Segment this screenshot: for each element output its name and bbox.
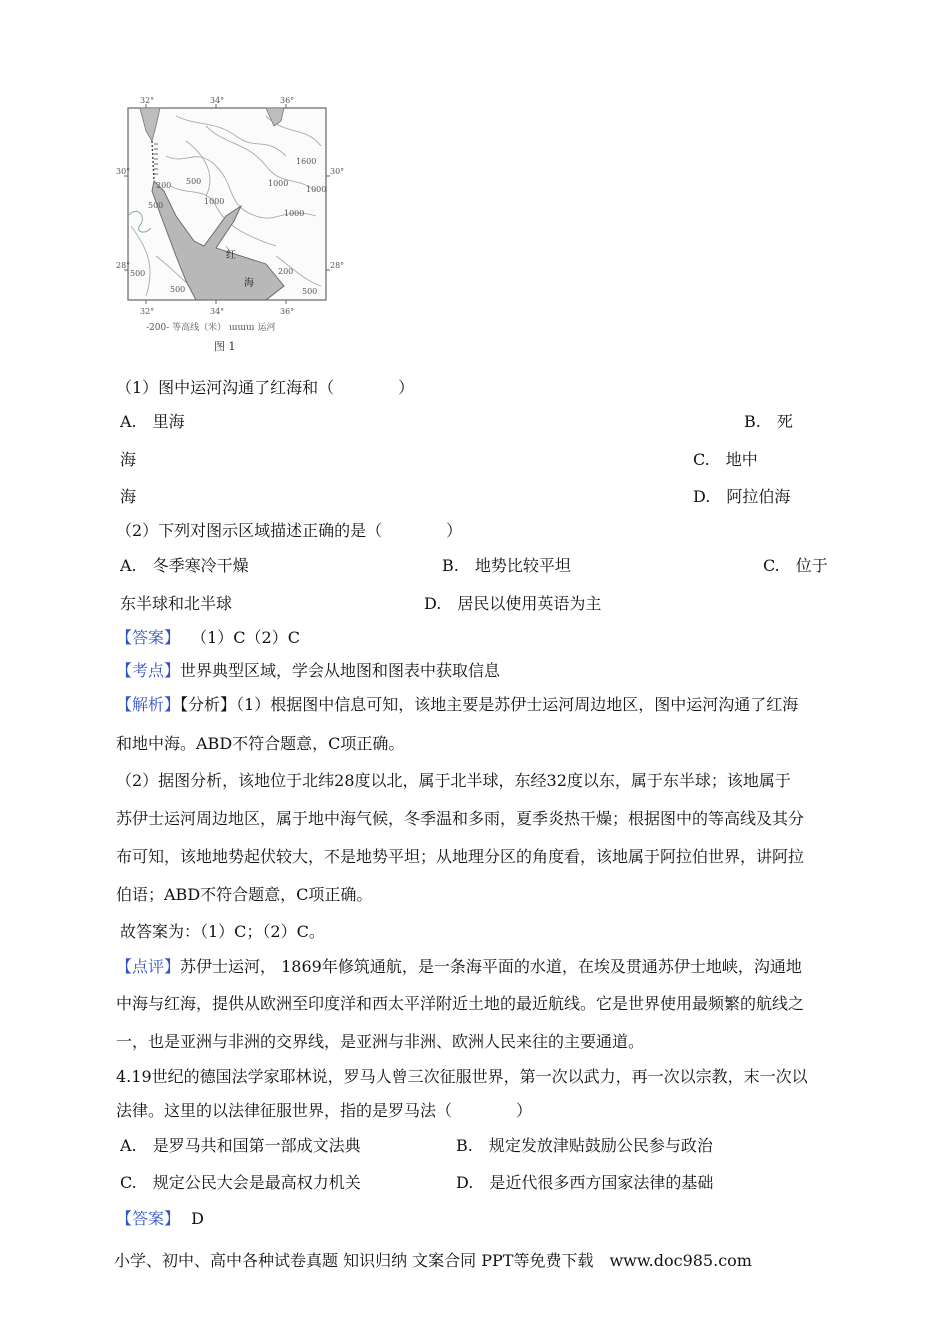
contour-label: 1000 <box>306 185 327 194</box>
contour-label: 500 <box>130 269 146 278</box>
analysis-line-3: （2）据图分析，该地位于北纬28度以北，属于北半球，东经32度以东，属于东半球；该地属于 <box>116 771 791 790</box>
q2-option-c-cont: 东半球和北半球 <box>120 594 233 613</box>
sea-label: 海 <box>244 278 254 289</box>
q1-option-a: A. 里海 <box>120 412 185 431</box>
q4-answer-line <box>116 1208 204 1230</box>
analysis-line-1 <box>116 694 798 716</box>
comment-line-1 <box>116 956 802 978</box>
page-footer: 小学、初中、高中各种试卷真题 知识归纳 文案合同 PPT等免费下载 www.doc985.com <box>114 1251 752 1270</box>
contour-label: 500 <box>170 285 186 294</box>
map-legend: -200- 等高线（米） ɯɯɯ 运河 <box>146 323 276 333</box>
comment-text-1: 苏伊士运河， 1869年修筑通航，是一条海平面的水道，在埃及贯通苏伊士地峡，沟通地 <box>180 957 802 976</box>
bottom-lon-label: 36° <box>280 307 295 316</box>
q4-option-a: A. 是罗马共和国第一部成文法典 <box>120 1136 361 1155</box>
bottom-lon-label: 32° <box>140 307 155 316</box>
q1-option-d: D. 阿拉伯海 <box>693 487 791 506</box>
right-lat-label: 30° <box>330 167 345 176</box>
contour-label: 500 <box>186 177 202 186</box>
left-lat-label: 30° <box>116 167 131 176</box>
contour-label: 1000 <box>204 197 225 206</box>
q2-option-c: C. 位于 <box>763 556 828 575</box>
contour-label: 500 <box>302 287 318 296</box>
point-line <box>116 660 500 682</box>
analysis-line-6: 伯语；ABD不符合题意，C项正确。 <box>116 885 373 904</box>
contour-label: 200 <box>278 267 294 276</box>
q4-option-b: B. 规定发放津贴鼓励公民参与政治 <box>456 1136 713 1155</box>
contour-label: 1000 <box>268 179 289 188</box>
point-text: 世界典型区域，学会从地图和图表中获取信息 <box>180 661 501 680</box>
analysis-tag: 【解析】 <box>116 695 181 714</box>
figure-caption: 图 1 <box>214 340 236 353</box>
q1-option-c-cont: 海 <box>120 487 137 506</box>
q4-option-d: D. 是近代很多西方国家法律的基础 <box>456 1173 714 1192</box>
top-lon-label: 34° <box>210 96 225 105</box>
q4-stem-line-2: 法律。这里的以法律征服世界，指的是罗马法（ ） <box>116 1101 533 1120</box>
comment-tag: 【点评】 <box>116 957 181 976</box>
q4-option-c: C. 规定公民大会是最高权力机关 <box>120 1173 361 1192</box>
conclusion-line: 故答案为：（1）C；（2）C。 <box>120 922 325 941</box>
analysis-line-2: 和地中海。ABD不符合题意，C项正确。 <box>116 734 405 753</box>
sea-label: 红 <box>226 250 236 261</box>
q2-option-a: A. 冬季寒冷干燥 <box>120 556 249 575</box>
q1-option-b-cont: 海 <box>120 450 137 469</box>
top-lon-label: 36° <box>280 96 295 105</box>
point-tag: 【考点】 <box>116 661 181 680</box>
left-lat-label: 28° <box>116 261 131 270</box>
q2-option-b: B. 地势比较平坦 <box>442 556 571 575</box>
top-lon-label: 32° <box>140 96 155 105</box>
contour-label: 1600 <box>296 157 317 166</box>
q4-stem-line-1: 4.19世纪的德国法学家耶林说，罗马人曾三次征服世界，第一次以武力，再一次以宗教，末一次以 <box>116 1067 808 1086</box>
bottom-lon-label: 34° <box>210 307 225 316</box>
analysis-line-5: 布可知，该地地势起伏较大，不是地势平坦；从地理分区的角度看，该地属于阿拉伯世界，讲阿拉 <box>116 847 805 866</box>
answer-line <box>116 627 300 649</box>
right-lat-label: 28° <box>330 261 345 270</box>
answer-tag: 【答案】 <box>116 628 181 647</box>
contour-label: 200 <box>156 181 172 190</box>
q2-stem: （2）下列对图示区域描述正确的是（ ） <box>116 521 463 540</box>
q4-answer-tag: 【答案】 <box>116 1209 181 1228</box>
comment-line-2: 中海与红海，提供从欧洲至印度洋和西太平洋附近土地的最近航线。它是世界使用最频繁的航线之 <box>116 994 805 1013</box>
comment-line-3: 一，也是亚洲与非洲的交界线，是亚洲与非洲、欧洲人民来往的主要通道。 <box>116 1032 645 1051</box>
analysis-line-4: 苏伊士运河周边地区，属于地中海气候，冬季温和多雨，夏季炎热干燥；根据图中的等高线及其分 <box>116 809 805 828</box>
analysis-text-1: 【分析】（1）根据图中信息可知，该地主要是苏伊士运河周边地区，图中运河沟通了红海 <box>180 695 799 714</box>
q4-answer-text: D <box>191 1209 204 1228</box>
contour-label: 1000 <box>284 209 305 218</box>
q2-option-d: D. 居民以使用英语为主 <box>424 594 602 613</box>
contour-map <box>116 96 356 354</box>
contour-label: 500 <box>148 201 164 210</box>
q1-stem: （1）图中运河沟通了红海和（ ） <box>116 378 415 397</box>
suez-map-figure <box>116 96 356 354</box>
answer-text: （1）C（2）C <box>191 628 300 647</box>
q1-option-c: C. 地中 <box>693 450 758 469</box>
q1-option-b: B. 死 <box>744 412 793 431</box>
